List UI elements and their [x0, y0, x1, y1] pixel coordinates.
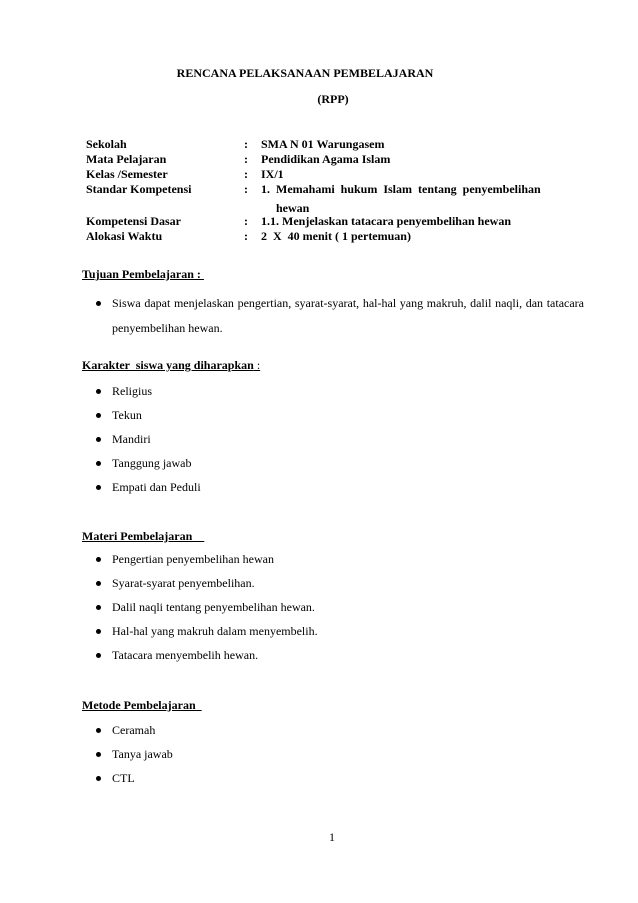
bullet-icon [96, 461, 101, 466]
bullet-icon [96, 728, 101, 733]
bullet-icon [96, 413, 101, 418]
bullet-icon [96, 389, 101, 394]
list-item-text: Hal-hal yang makruh dalam menyembelih. [112, 624, 318, 638]
metode-heading: Metode Pembelajaran [82, 698, 202, 712]
info-value: SMA N 01 Warungasem [261, 137, 385, 151]
info-value: 1.1. Menjelaskan tatacara penyembelihan hewan [261, 214, 511, 228]
info-label: Standar Kompetensi [86, 182, 192, 196]
info-value: IX/1 [261, 167, 284, 181]
info-label: Kelas /Semester [86, 167, 168, 181]
info-value-continuation: hewan [276, 201, 310, 215]
info-colon: : [244, 229, 248, 243]
info-row-sekolah [86, 137, 586, 152]
bullet-icon [96, 301, 101, 306]
bullet-icon [96, 581, 101, 586]
info-colon: : [244, 167, 248, 181]
list-item-text: Mandiri [112, 432, 151, 446]
karakter-list [96, 383, 201, 503]
info-colon: : [244, 137, 248, 151]
materi-list [96, 551, 318, 671]
info-label: Sekolah [86, 137, 127, 151]
document-subtitle: (RPP) [317, 92, 349, 106]
info-row-sk [86, 182, 586, 214]
bullet-icon [96, 629, 101, 634]
list-item [96, 575, 318, 599]
metode-list [96, 722, 173, 794]
bullet-icon [96, 485, 101, 490]
list-item [96, 479, 201, 503]
list-item [96, 599, 318, 623]
bullet-icon [96, 605, 101, 610]
list-item-text: Empati dan Peduli [112, 480, 201, 494]
karakter-heading-colon: : [253, 358, 261, 372]
info-label: Kompetensi Dasar [86, 214, 181, 228]
info-colon: : [244, 182, 248, 196]
list-item-text: Religius [112, 384, 153, 398]
bullet-icon [96, 437, 101, 442]
info-label: Alokasi Waktu [86, 229, 163, 243]
list-item-text: Tanya jawab [112, 747, 173, 761]
karakter-heading-text: Karakter siswa yang diharapkan [82, 358, 254, 372]
bullet-icon [96, 653, 101, 658]
list-item-text: Ceramah [112, 723, 156, 737]
info-row-waktu [86, 229, 586, 244]
info-row-kd [86, 214, 586, 229]
info-table [86, 137, 586, 244]
document-title: RENCANA PELAKSANAAN PEMBELAJARAN [176, 66, 434, 80]
info-value: 1. Memahami hukum Islam tentang penyembelihan [261, 182, 541, 196]
list-item-text: Tatacara menyembelih hewan. [112, 648, 259, 662]
karakter-heading [82, 358, 260, 373]
info-row-mapel [86, 152, 586, 167]
materi-heading: Materi Pembelajaran [82, 529, 205, 543]
info-row-kelas [86, 167, 586, 182]
info-colon: : [244, 152, 248, 166]
bullet-icon [96, 752, 101, 757]
tujuan-heading: Tujuan Pembelajaran : [82, 267, 204, 281]
list-item [96, 647, 318, 671]
list-item [96, 551, 318, 575]
list-item-text: Tekun [112, 408, 142, 422]
list-item [96, 623, 318, 647]
list-item [96, 431, 201, 455]
list-item-text: CTL [112, 771, 135, 785]
list-item-text: Dalil naqli tentang penyembelihan hewan. [112, 600, 315, 614]
list-item [96, 770, 173, 794]
info-colon: : [244, 214, 248, 228]
tujuan-text: Siswa dapat menjelaskan pengertian, syarat-syarat, hal-hal yang makruh, dalil naqli, dan tatacara penyembelihan hewan. [112, 296, 584, 335]
info-label: Mata Pelajaran [86, 152, 167, 166]
bullet-icon [96, 557, 101, 562]
page-number: 1 [329, 830, 335, 844]
info-value: 2 X 40 menit ( 1 pertemuan) [261, 229, 411, 243]
list-item [96, 407, 201, 431]
list-item [96, 722, 173, 746]
list-item [96, 746, 173, 770]
list-item-text: Pengertian penyembelihan hewan [112, 552, 274, 566]
list-item [96, 383, 201, 407]
list-item-text: Tanggung jawab [112, 456, 192, 470]
list-item-text: Syarat-syarat penyembelihan. [112, 576, 255, 590]
info-value: Pendidikan Agama Islam [261, 152, 391, 166]
list-item [96, 455, 201, 479]
bullet-icon [96, 776, 101, 781]
